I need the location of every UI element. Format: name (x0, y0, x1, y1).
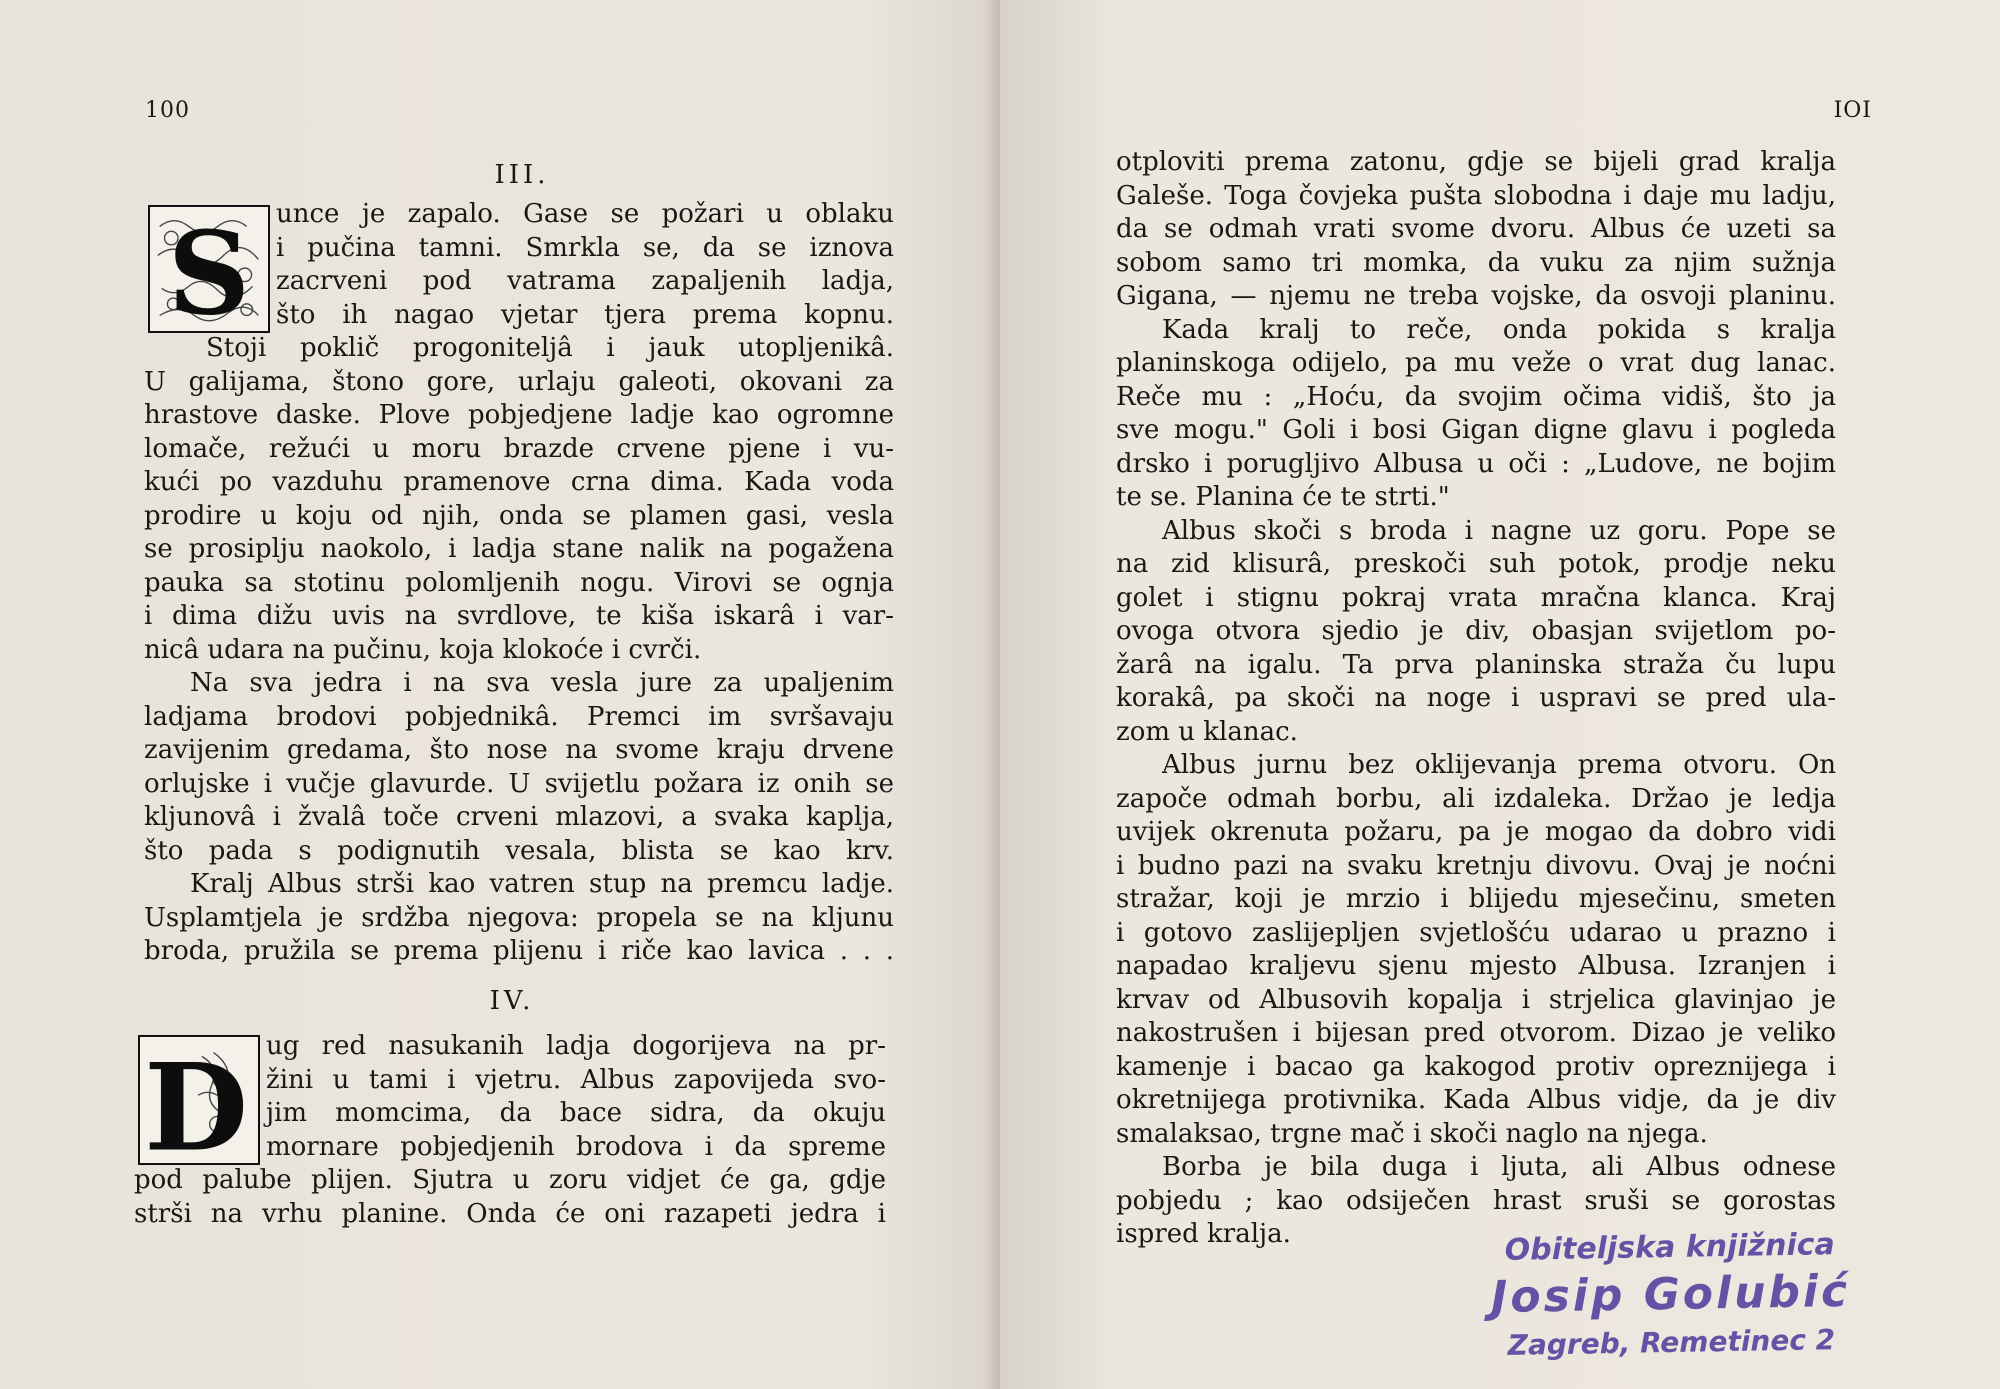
text-line: pod palube plijen. Sjutra u zoru vidjet će ga, gdje (134, 1165, 886, 1195)
text-line: kljunovâ i žvalâ toče crveni mlazovi, a svaka kaplja, (144, 802, 894, 832)
text-line: ispred kralja. (1116, 1219, 1291, 1249)
text-line: zavijenim gredama, što nose na svome kraju drvene (144, 735, 894, 765)
text-line: strši na vrhu planine. Onda će oni razapeti jedra i (134, 1198, 886, 1229)
dropcap-d-ornament (138, 1035, 260, 1165)
text-line: započe odmah borbu, ali izdaleka. Držao je ledja (1116, 783, 1836, 814)
text-line: ug red nasukanih ladja dogorijeva na pr- (266, 1031, 886, 1061)
text-line: nicâ udara na pučinu, koja klokoće i cvrči. (144, 634, 702, 665)
text-line: Galeše. Toga čovjeka pušta slobodna i daje mu ladju, (1116, 180, 1836, 211)
library-stamp (1490, 1227, 1851, 1362)
text-line: kamenje i bacao ga kakogod protiv opreznijega i (1116, 1051, 1836, 1082)
svg-text:S: S (167, 207, 251, 331)
section-iii-body (144, 332, 894, 969)
text-line: Kralj Albus strši kao vatren stup na premcu ladje. (190, 869, 894, 899)
text-line: prodire u koju od njih, onda se plamen gasi, vesla (144, 500, 894, 531)
text-line: da se odmah vrati svome dvoru. Albus će uzeti sa (1116, 214, 1836, 244)
text-line: te se. Planina će te strti." (1116, 482, 1450, 512)
stamp-line-owner: Josip Golubić (1490, 1265, 1851, 1324)
text-line: sobom samo tri momka, da vuku za njim sužnja (1116, 247, 1836, 278)
text-line: okretnijega protivnika. Kada Albus vidje, da je div (1116, 1085, 1836, 1115)
text-line: ovoga otvora sjedio je div, obasjan svijetlom po- (1116, 616, 1836, 646)
text-line: lomače, režući u moru brazde crvene pjene i vu- (144, 433, 894, 464)
text-line: pauka sa stotinu polomljenih nogu. Virovi se ognja (144, 567, 894, 598)
text-line: uvijek okrenuta požaru, pa je mogao da dobro vidi (1116, 817, 1836, 847)
right-page-body (1116, 146, 1836, 1252)
text-line: nakostrušen i bijesan pred otvorom. Dizao je veliko (1116, 1018, 1836, 1048)
text-line: Gigana, — njemu ne treba vojske, da osvoji planinu. (1116, 281, 1836, 311)
page-number-right: IOI (1833, 98, 1872, 123)
text-line: mornare pobjedjenih brodova i da spreme (266, 1131, 886, 1162)
section-heading-iii: III. (494, 160, 550, 190)
text-line: Albus skoči s broda i nagne uz goru. Pope se (1162, 515, 1836, 546)
text-line: na zid klisurâ, preskoči suh potok, prodje neku (1116, 549, 1836, 579)
stamp-line-address: Zagreb, Remetinec 2 (1507, 1323, 1836, 1362)
text-line: kući po vazduhu pramenove crna dima. Kada voda (144, 467, 894, 497)
text-line: broda, pružila se prema plijenu i riče kao lavica . . . (144, 936, 894, 966)
text-line: Na sva jedra i na sva vesla jure za upaljenim (190, 668, 894, 698)
text-line: orlujske i vučje glavurde. U svijetlu požara iz onih se (144, 768, 894, 799)
text-line: žini u tami i vjetru. Albus zapovijeda svo- (266, 1064, 886, 1095)
text-line: jim momcima, da bace sidra, da okuju (266, 1098, 886, 1128)
ornamental-letter-d-icon (140, 1037, 258, 1163)
text-line: Kada kralj to reče, onda pokida s kralja (1162, 314, 1836, 345)
text-line: što ih nagao vjetar tjera prema kopnu. (276, 299, 894, 330)
text-line: što pada s podignutih vesala, blista se kao krv. (144, 835, 894, 866)
svg-text:D: D (144, 1037, 249, 1163)
text-line: smalaksao, trgne mač i skoči naglo na njega. (1116, 1118, 1708, 1149)
text-line: golet i stignu pokraj vrata mračna klanca. Kraj (1116, 582, 1836, 613)
text-line: i gotovo zaslijepljen svjetlošću udarao u prazno i (1116, 917, 1836, 948)
page-number-left: 100 (145, 98, 190, 123)
text-line: drsko i porugljivo Albusa u oči : „Ludove, ne bojim (1116, 448, 1836, 479)
text-line: pobjedu ; kao odsiječen hrast sruši se gorostas (1116, 1185, 1836, 1216)
text-line: unce je zapalo. Gase se požari u oblaku (276, 199, 894, 229)
section-heading-iv: IV. (489, 986, 535, 1016)
text-line: žarâ na igalu. Ta prva planinska straža ču lupu (1116, 649, 1836, 680)
text-line: napadao kraljevu sjenu mjesto Albusa. Izranjen i (1116, 951, 1836, 981)
text-line: se prosiplju naokolo, i ladja stane nalik na pogažena (144, 534, 894, 564)
text-line: Reče mu : „Hoću, da svojim očima vidiš, što ja (1116, 381, 1836, 412)
text-line: Albus jurnu bez oklijevanja prema otvoru. On (1162, 750, 1836, 780)
text-line: planinskoga odijelo, pa mu veže o vrat dug lanac. (1116, 348, 1836, 378)
text-line: korakâ, pa skoči na noge i uspravi se pred ula- (1116, 683, 1836, 713)
text-line: i budno pazi na svaku kretnju divovu. Ovaj je noćni (1116, 850, 1836, 881)
text-line: Usplamtjela je srdžba njegova: propela se na kljunu (144, 902, 894, 933)
section-iii-opening-lines (276, 198, 894, 332)
text-line: zacrveni pod vatrama zapaljenih ladja, (276, 266, 894, 296)
ornamental-letter-s-icon (150, 207, 268, 331)
text-line: i pučina tamni. Smrkla se, da se iznova (276, 232, 894, 263)
text-line: stražar, koji je mrzio i blijedu mjesečinu, smeten (1116, 884, 1836, 914)
text-line: sve mogu." Goli i bosi Gigan digne glavu i pogleda (1116, 415, 1836, 445)
text-line: zom u klanac. (1116, 716, 1298, 747)
text-line: U galijama, štono gore, urlaju galeoti, okovani za (144, 366, 894, 397)
text-line: i dima dižu uvis na svrdlove, te kiša iskarâ i var- (144, 601, 894, 631)
stamp-line-library: Obiteljska knjižnica (1504, 1227, 1835, 1268)
text-line: Borba je bila duga i ljuta, ali Albus odnese (1162, 1152, 1836, 1182)
section-iv-opening-lines (266, 1030, 886, 1164)
text-line: ladjama brodovi pobjednikâ. Premci im svršavaju (144, 701, 894, 732)
section-iv-body (134, 1164, 886, 1231)
text-line: otploviti prema zatonu, gdje se bijeli grad kralja (1116, 147, 1836, 177)
dropcap-s-ornament (148, 205, 270, 333)
right-page (1000, 0, 2000, 1389)
text-line: hrastove daske. Plove pobjedjene ladje kao ogromne (144, 400, 894, 430)
text-line: Stoji poklič progoniteljâ i jauk utopljenikâ. (206, 333, 894, 363)
text-line: krvav od Albusovih kopalja i strjelica glavinjao je (1116, 984, 1836, 1015)
